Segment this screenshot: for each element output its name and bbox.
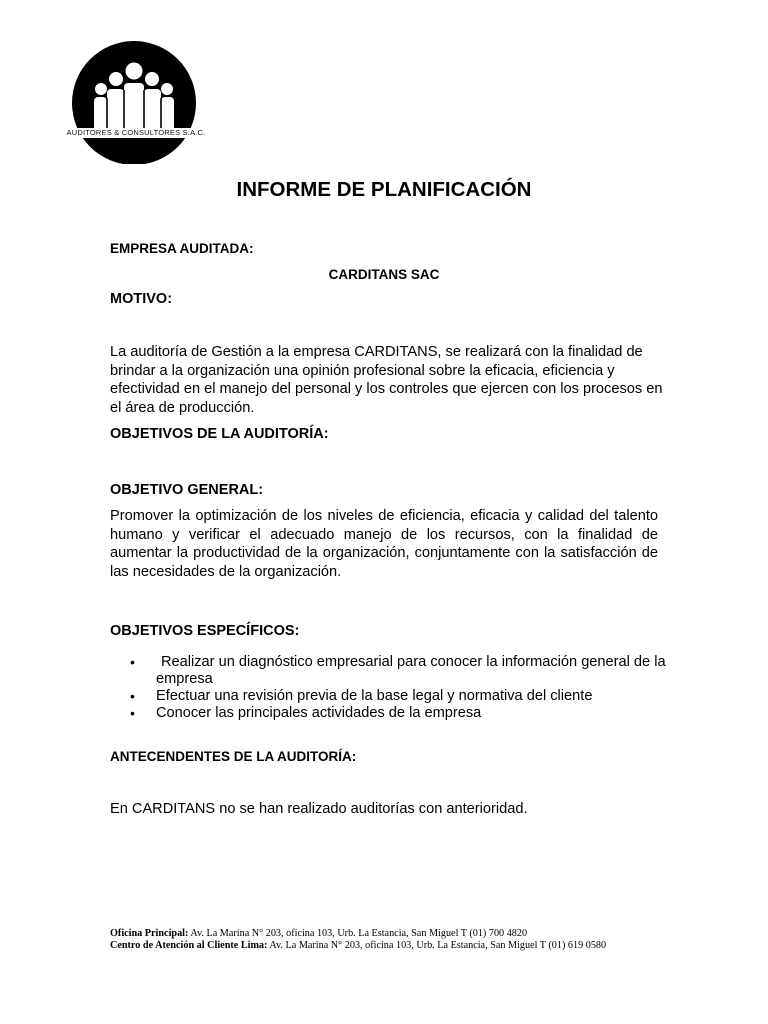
list-item-text: Realizar un diagnóstico empresarial para conocer la información general de la empresa <box>156 654 666 687</box>
antecedentes-label: ANTECENDENTES DE LA AUDITORÍA: <box>110 749 357 764</box>
objetivo-general-text: Promover la optimización de los niveles de eficiencia, eficacia y calidad del talento humano y verificar el adecuado manejo de los recursos, con la finalidad de aumentar la productividad de la organización, conjuntamente con la satisfacción de las necesidades de la organización. <box>110 508 658 580</box>
footer-customer-center-text: Av. La Marina N° 203, oficina 103, Urb. La Estancia, San Miguel T (01) 619 0580 <box>267 940 607 951</box>
footer-line-customer-center <box>110 940 670 952</box>
objetivos-especificos-label: OBJETIVOS ESPECÍFICOS: <box>110 623 300 639</box>
list-item <box>110 654 670 688</box>
objetivos-label: OBJETIVOS DE LA AUDITORÍA: <box>110 426 329 442</box>
bullet-icon: • <box>130 705 135 721</box>
bullet-icon: • <box>130 688 135 704</box>
footer-main-office-label: Oficina Principal: <box>110 928 189 939</box>
objetivos-especificos-list <box>110 654 670 722</box>
document-title: INFORME DE PLANIFICACIÓN <box>236 178 532 201</box>
list-item-text: Efectuar una revisión previa de la base legal y normativa del cliente <box>156 688 593 704</box>
page-footer <box>110 928 670 952</box>
empresa-name: CARDITANS SAC <box>328 267 440 282</box>
bullet-icon: • <box>130 654 135 670</box>
people-logo-icon <box>56 40 216 164</box>
company-logo <box>56 40 216 164</box>
footer-main-office-text: Av. La Marina N° 203, oficina 103, Urb. La Estancia, San Miguel T (01) 700 4820 <box>188 928 528 939</box>
motivo-label: MOTIVO: <box>110 291 173 307</box>
empresa-label: EMPRESA AUDITADA: <box>110 241 254 256</box>
list-item <box>110 705 670 722</box>
list-item-text: Conocer las principales actividades de la empresa <box>156 705 482 721</box>
objetivo-general-label: OBJETIVO GENERAL: <box>110 482 264 498</box>
list-item <box>110 688 670 705</box>
logo-company-text: AUDITORES & CONSULTORES S.A.C. <box>56 128 216 138</box>
antecedentes-text: En CARDITANS no se han realizado auditorías con anterioridad. <box>110 801 528 817</box>
footer-line-main-office <box>110 928 670 940</box>
motivo-text: La auditoría de Gestión a la empresa CARDITANS, se realizará con la finalidad de brindar a la organización una opinión profesional sobre la eficacia, eficiencia y efectividad en el manejo del personal y los controles que ejercen con los procesos en el área de producción. <box>110 344 663 416</box>
footer-customer-center-label: Centro de Atención al Cliente Lima: <box>110 940 268 951</box>
